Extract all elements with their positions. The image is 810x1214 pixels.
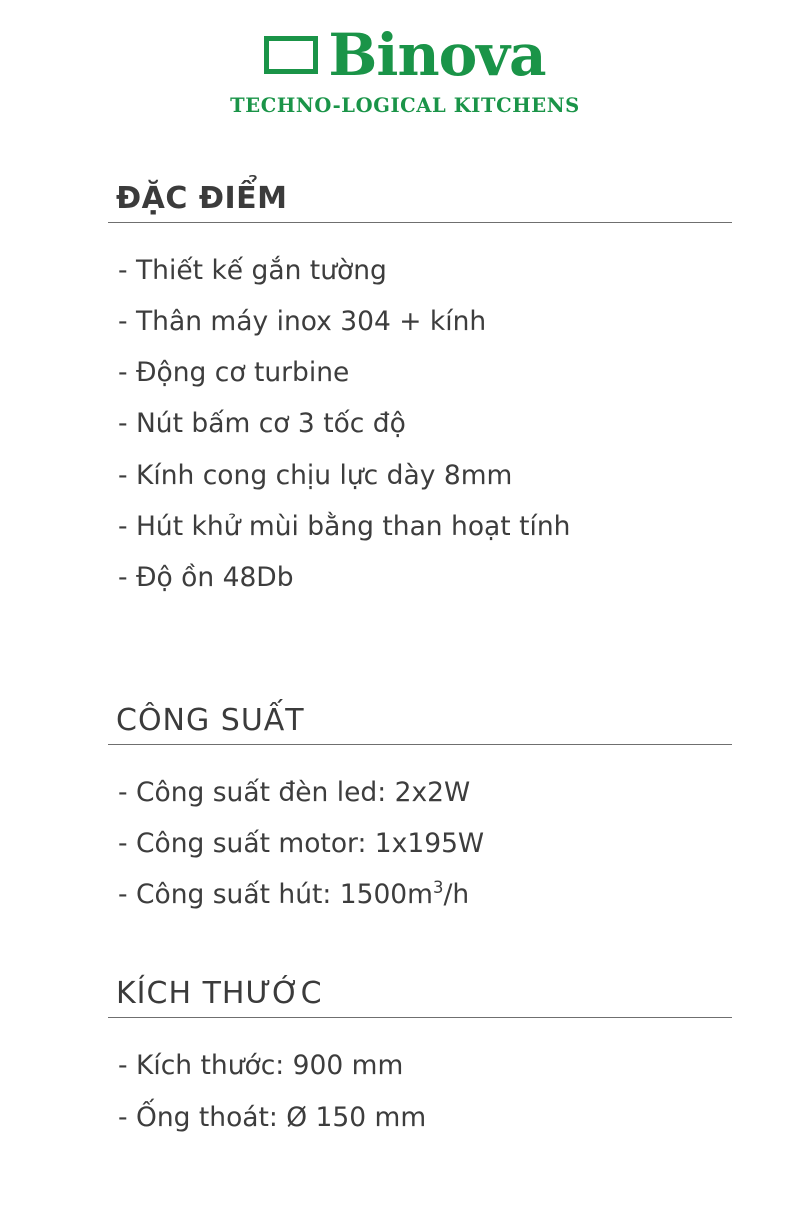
list-item: - Độ ồn 48Db bbox=[118, 561, 294, 593]
list-item: - Công suất motor: 1x195W bbox=[118, 828, 485, 860]
list-item: - Kính cong chịu lực dày 8mm bbox=[118, 459, 513, 491]
section-features bbox=[108, 181, 732, 603]
list-item: - Hút khử mùi bằng than hoạt tính bbox=[118, 510, 571, 542]
brand-name: Binova bbox=[328, 21, 546, 89]
section-title-size: KÍCH THƯỚC bbox=[116, 976, 323, 1012]
feature-list bbox=[108, 223, 732, 603]
airflow-suffix: /h bbox=[443, 879, 470, 911]
section-size bbox=[108, 976, 732, 1142]
list-item: - Thân máy inox 304 + kính bbox=[118, 306, 487, 338]
list-item: - Nút bấm cơ 3 tốc độ bbox=[118, 408, 406, 440]
list-item: - Kích thước: 900 mm bbox=[118, 1050, 404, 1082]
brand-logo bbox=[0, 0, 810, 117]
list-item: - Công suất đèn led: 2x2W bbox=[118, 776, 471, 808]
size-list bbox=[108, 1018, 732, 1142]
list-item-airflow bbox=[118, 869, 732, 920]
list-item: - Ống thoát: Ø 150 mm bbox=[118, 1101, 427, 1133]
section-title-features: ĐẶC ĐIỂM bbox=[116, 181, 288, 216]
airflow-exponent: 3 bbox=[433, 878, 444, 898]
airflow-prefix: - Công suất hút: 1500m bbox=[118, 879, 433, 911]
section-title-power: CÔNG SUẤT bbox=[116, 702, 305, 738]
section-power bbox=[108, 703, 732, 920]
logo-row bbox=[0, 21, 810, 89]
list-item: - Thiết kế gắn tường bbox=[118, 255, 387, 286]
spec-content bbox=[0, 181, 810, 1143]
power-list bbox=[108, 745, 732, 920]
list-item: - Động cơ turbine bbox=[118, 357, 350, 389]
square-outline-icon bbox=[264, 36, 318, 74]
brand-tagline: TECHNO-LOGICAL KITCHENS bbox=[230, 94, 580, 117]
